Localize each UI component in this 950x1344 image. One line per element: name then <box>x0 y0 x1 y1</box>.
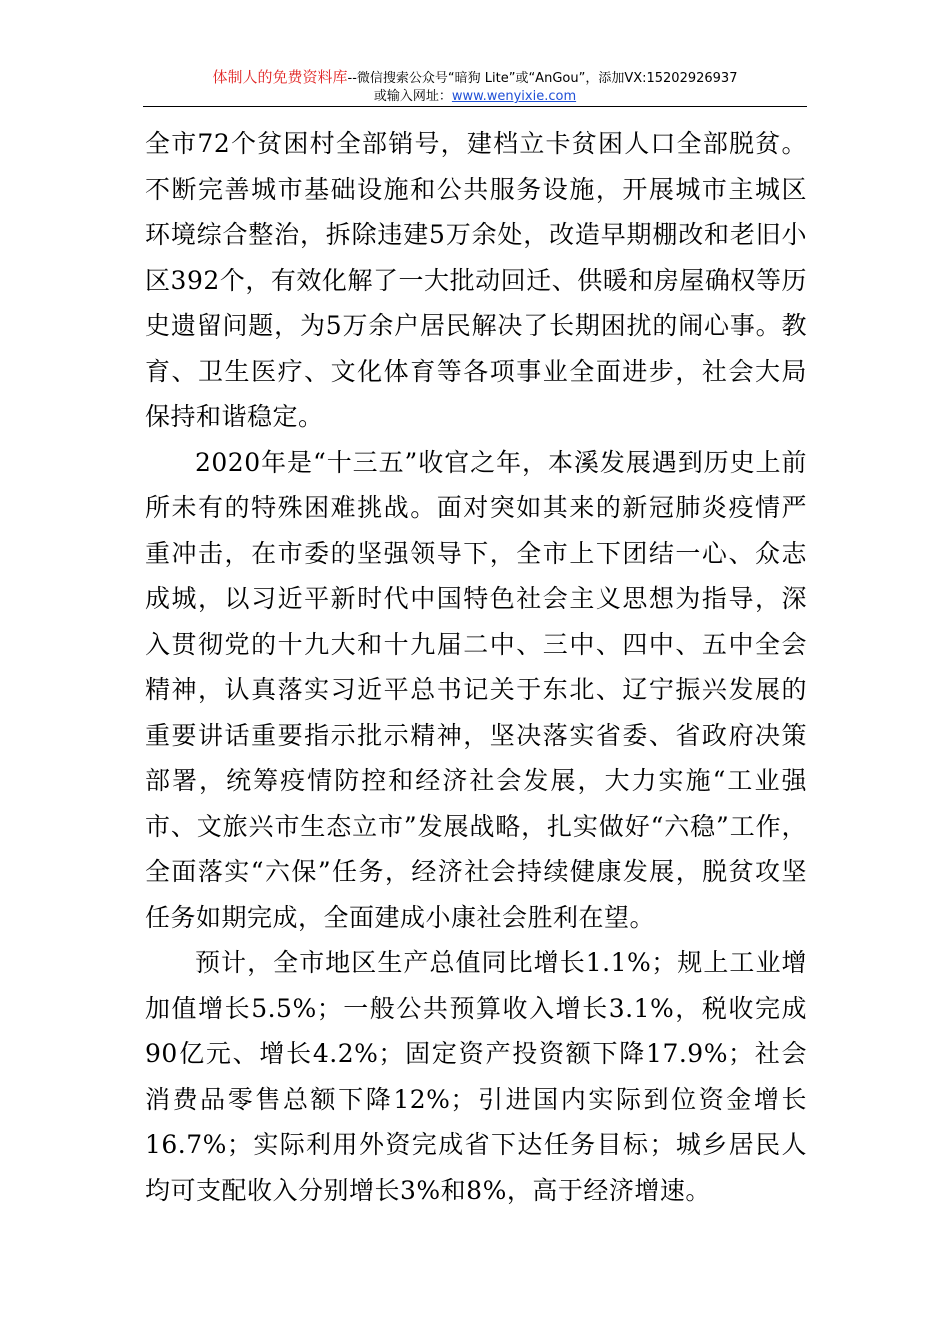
brand-title: 体制人的免费资料库 <box>212 68 348 86</box>
document-body <box>145 121 807 1213</box>
website-link[interactable]: www.wenyixie.com <box>451 89 577 104</box>
header-line-2 <box>143 88 807 106</box>
paragraph-3: 预计，全市地区生产总值同比增长1.1%；规上工业增加值增长5.5%；一般公共预算收入增长3.1%，税收完成90亿元、增长4.2%；固定资产投资额下降17.9%；社会消费品零售总额下降12%；引进国内实际到位资金增长16.7%；实际利用外资完成省下达任务目标；城乡居民人均可支配收入分别增长3%和8%，高于经济增速。 <box>145 948 807 1205</box>
header-info: --微信搜索公众号“暗狗 Lite”或“AnGou”，添加VX:15202926937 <box>347 71 738 86</box>
url-prefix: 或输入网址： <box>373 89 452 104</box>
header-divider <box>143 106 807 107</box>
header-line-1 <box>143 68 807 88</box>
paragraph-1: 全市72个贫困村全部销号，建档立卡贫困人口全部脱贫。不断完善城市基础设施和公共服务设施，开展城市主城区环境综合整治，拆除违建5万余处，改造早期棚改和老旧小区392个，有效化解了一大批动回迁、供暖和房屋确权等历史遗留问题，为5万余户居民解决了长期困扰的闹心事。教育、卫生医疗、文化体育等各项事业全面进步，社会大局保持和谐稳定。 <box>145 129 807 431</box>
paragraph-2: 2020年是“十三五”收官之年，本溪发展遇到历史上前所未有的特殊困难挑战。面对突如其来的新冠肺炎疫情严重冲击，在市委的坚强领导下，全市上下团结一心、众志成城，以习近平新时代中国特色社会主义思想为指导，深入贯彻党的十九大和十九届二中、三中、四中、五中全会精神，认真落实习近平总书记关于东北、辽宁振兴发展的重要讲话重要指示批示精神，坚决落实省委、省政府决策部署，统筹疫情防控和经济社会发展，大力实施“工业强市、文旅兴市生态立市”发展战略，扎实做好“六稳”工作，全面落实“六保”任务，经济社会持续健康发展，脱贫攻坚任务如期完成，全面建成小康社会胜利在望。 <box>145 447 807 932</box>
page-header <box>143 68 807 106</box>
